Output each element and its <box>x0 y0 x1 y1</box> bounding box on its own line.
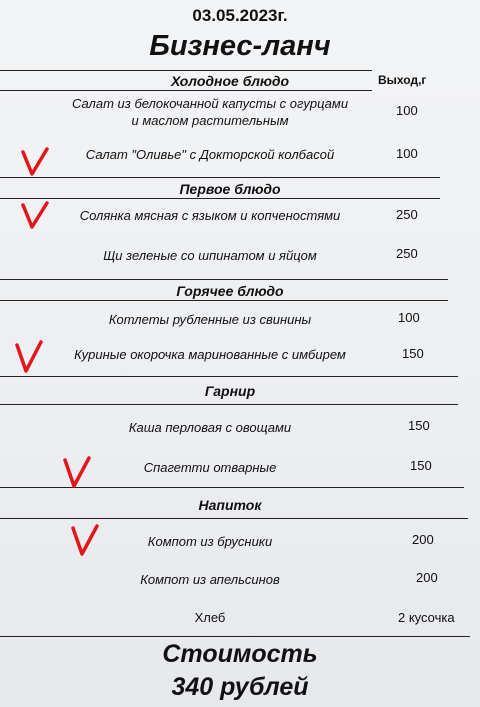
dish-name: и маслом растительным <box>131 113 289 128</box>
divider <box>0 518 468 519</box>
divider <box>0 90 372 91</box>
dish-name: Куриные окорочка маринованные с имбирем <box>74 347 346 362</box>
price-label: Стоимость <box>162 640 318 668</box>
dish-name: Хлеб <box>194 610 226 625</box>
dish-portion: 250 <box>396 207 418 222</box>
dish-name: Спагетти отварные <box>143 460 277 475</box>
divider <box>0 636 470 637</box>
dish-portion: 200 <box>412 532 434 547</box>
price-value: 340 рублей <box>171 673 309 701</box>
dish-name: Каша перловая с овощами <box>128 420 292 435</box>
section-title-hot: Горячее блюдо <box>176 283 284 299</box>
divider <box>0 198 440 199</box>
dish-portion: 150 <box>408 418 430 433</box>
menu-date: 03.05.2023г. <box>192 6 288 25</box>
divider <box>0 70 372 71</box>
dish-name: Компот из апельсинов <box>140 572 280 587</box>
dish-name: Компот из брусники <box>147 534 273 549</box>
menu-title: Бизнес-ланч <box>149 30 331 62</box>
dish-name: Салат из белокочанной капусты с огурцами <box>71 96 349 111</box>
divider <box>0 177 440 178</box>
dish-portion: 200 <box>416 570 438 585</box>
divider <box>0 376 458 377</box>
dish-name: Котлеты рубленные из свинины <box>108 312 312 327</box>
dish-portion: 100 <box>398 310 420 325</box>
dish-portion: 2 кусочка <box>398 610 455 625</box>
red-check-mark-icon <box>20 146 50 178</box>
dish-portion: 100 <box>396 146 418 161</box>
section-title-garnish: Гарнир <box>204 383 256 399</box>
red-check-mark-icon <box>70 523 100 559</box>
divider <box>0 404 458 405</box>
dish-portion: 150 <box>410 458 432 473</box>
dish-name: Солянка мясная с языком и копченостями <box>79 208 341 223</box>
portion-column-header: Выход,г <box>378 73 427 87</box>
section-title-drink: Напиток <box>198 497 262 513</box>
section-title-cold: Холодное блюдо <box>170 73 290 89</box>
red-check-mark-icon <box>14 339 44 375</box>
dish-portion: 100 <box>396 103 418 118</box>
dish-name: Щи зеленые со шпинатом и яйцом <box>103 248 317 263</box>
section-title-first: Первое блюдо <box>179 181 281 197</box>
divider <box>0 279 448 280</box>
dish-portion: 250 <box>396 246 418 261</box>
red-check-mark-icon <box>20 200 50 232</box>
red-check-mark-icon <box>62 455 92 491</box>
dish-name: Салат "Оливье" с Докторской колбасой <box>85 147 335 162</box>
dish-portion: 150 <box>402 346 424 361</box>
divider <box>0 300 448 301</box>
